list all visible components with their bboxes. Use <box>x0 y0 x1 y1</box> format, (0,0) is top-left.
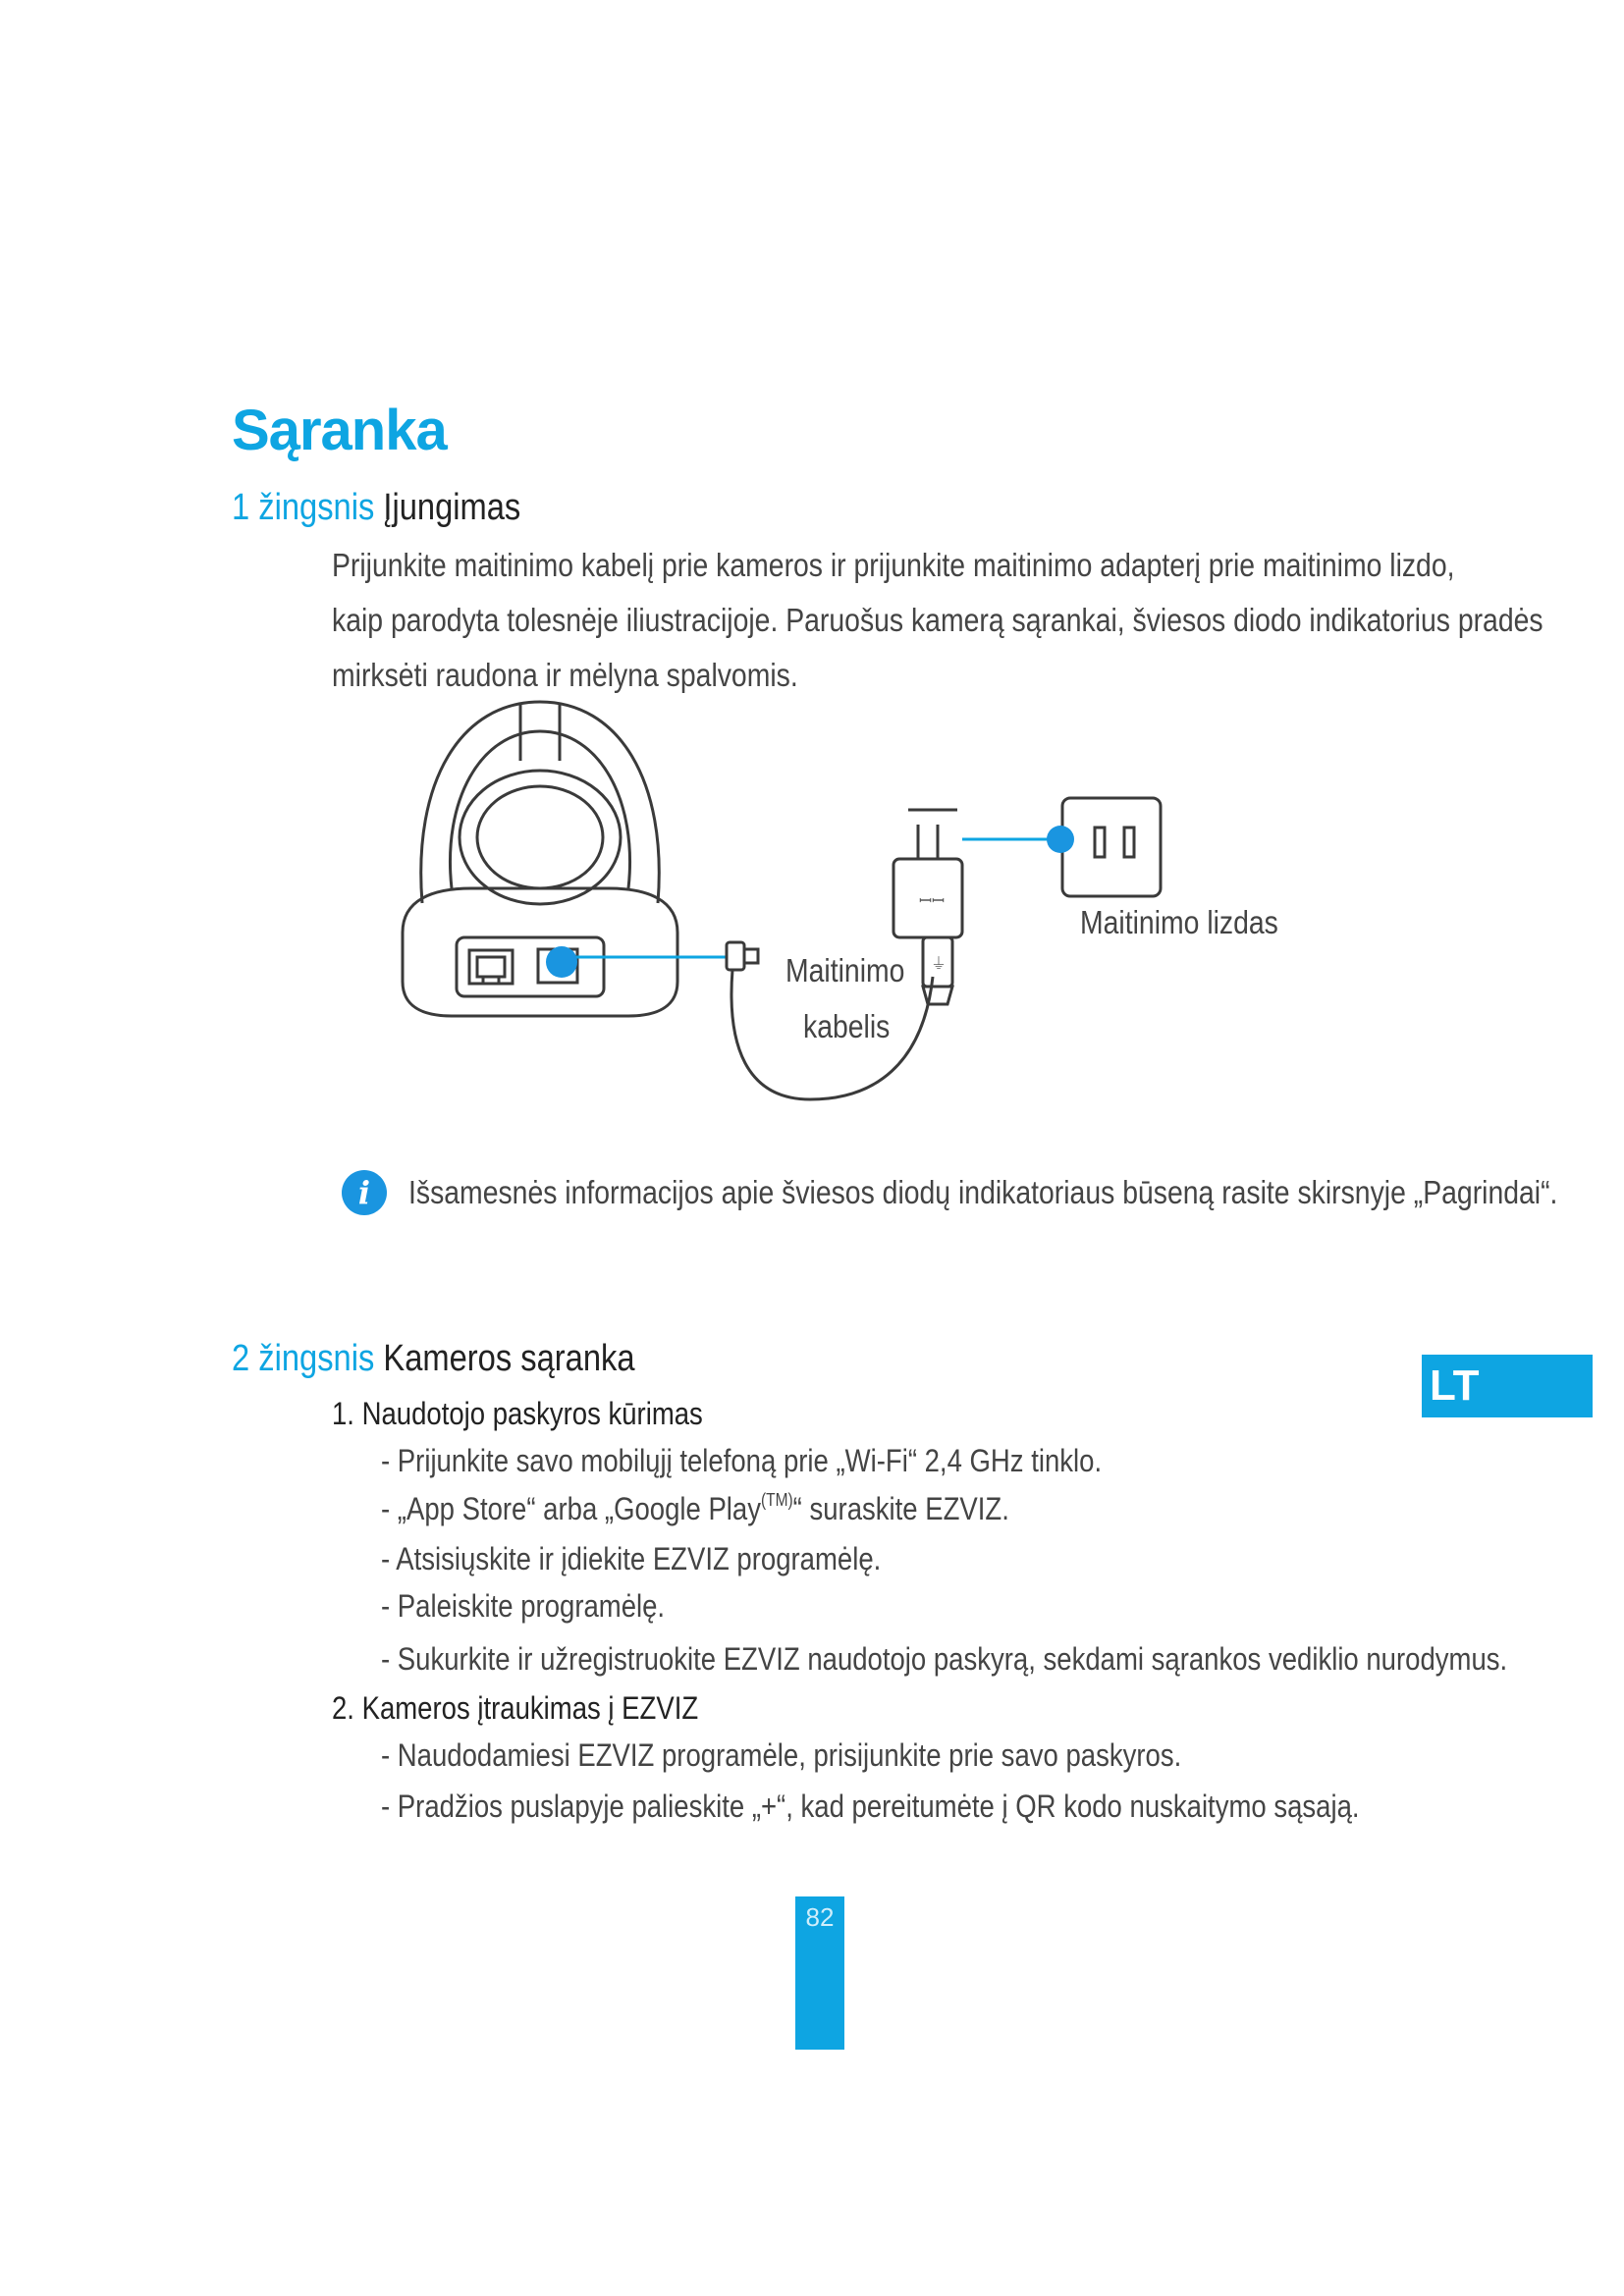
list-item: - Atsisiųskite ir įdiekite EZVIZ programėlę. <box>381 1541 882 1576</box>
usb-icon: ⏚ <box>931 954 947 973</box>
list-item: - Pradžios puslapyje palieskite „+“, kad pereitumėte į QR kodo nuskaitymo sąsają. <box>381 1789 1360 1824</box>
step1-name: Įjungimas <box>383 487 521 528</box>
trademark-mark: (TM) <box>760 1490 793 1510</box>
step1-paragraph-line: kaip parodyta tolesnėje iliustracijoje. Paruošus kamerą sąrankai, šviesos diodo indikatorius pradės <box>332 602 1543 638</box>
setup-illustration <box>373 692 1278 1119</box>
step1-paragraph-line: Prijunkite maitinimo kabelį prie kameros ir prijunkite maitinimo adapterį prie maitinimo lizdo, <box>332 547 1455 583</box>
language-tab: LT <box>1422 1355 1593 1417</box>
camera-connection-diagram <box>373 692 1257 1114</box>
info-note <box>342 1170 1624 1215</box>
socket-label: Maitinimo lizdas <box>1080 904 1278 940</box>
list-item: - Sukurkite ir užregistruokite EZVIZ naudotojo paskyrą, sekdami sąrankos vediklio nurodymus. <box>381 1641 1508 1677</box>
list-item: - Naudodamiesi EZVIZ programėle, prisijunkite prie savo paskyros. <box>381 1737 1182 1773</box>
info-icon: i <box>342 1170 387 1215</box>
list-item: - Paleiskite programėlę. <box>381 1588 666 1624</box>
list-item-text: - „App Store“ arba „Google Play <box>381 1491 761 1526</box>
step1-paragraph-line: mirksėti raudona ir mėlyna spalvomis. <box>332 657 798 693</box>
step2-name: Kameros sąranka <box>383 1338 635 1379</box>
info-note-text: Išsamesnės informacijos apie šviesos diodų indikatoriaus būseną rasite skirsnyje „Pagrindai“. <box>408 1174 1558 1210</box>
list-item-tail: “ suraskite EZVIZ. <box>792 1491 1009 1526</box>
wall-socket <box>1062 798 1161 896</box>
page-title: Sąranka <box>232 399 447 462</box>
substep1-heading: 1. Naudotojo paskyros kūrimas <box>332 1396 703 1431</box>
step1-paragraph <box>332 538 1543 703</box>
step1-number: 1 žingsnis <box>232 487 375 528</box>
cable-label-line1: Maitinimo <box>785 952 905 988</box>
step2-heading <box>232 1338 635 1380</box>
camera-lens <box>460 771 621 904</box>
page-number: 82 <box>795 1896 844 2050</box>
cable-label-line2: kabelis <box>803 1008 891 1044</box>
list-item: - Prijunkite savo mobilųjį telefoną prie „Wi-Fi“ 2,4 GHz tinklo. <box>381 1443 1103 1478</box>
step2-number: 2 žingsnis <box>232 1338 375 1379</box>
substep2-heading: 2. Kameros įtraukimas į EZVIZ <box>332 1690 699 1726</box>
step1-heading <box>232 487 520 529</box>
ezviz-logo-icon: ꟷꟷ <box>919 891 946 910</box>
list-item <box>381 1490 1009 1527</box>
